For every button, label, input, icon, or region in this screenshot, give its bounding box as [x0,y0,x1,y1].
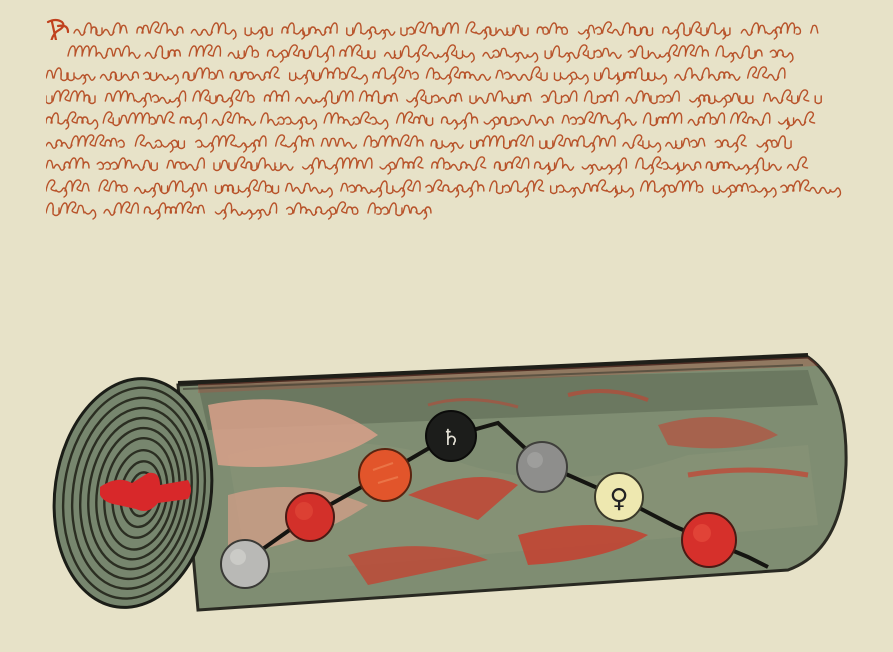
script-line [46,41,846,63]
script-line [46,108,846,130]
black-planet [426,411,476,461]
grey-planet-1 [221,540,269,588]
decorative-capital [48,20,68,40]
log-illustration [48,345,848,615]
manuscript-text [46,18,846,218]
script-line [46,153,846,175]
script-line [46,63,846,85]
script-line [46,198,846,220]
orange-planet [359,449,411,501]
red-planet-1 [286,493,334,541]
script-line [46,86,846,108]
script-line [46,131,846,153]
script-line [46,176,846,198]
red-planet-2 [682,513,736,567]
script-line [46,18,846,40]
grey-planet-2 [517,442,567,492]
venus-symbol: ♀ [609,484,629,514]
yellow-planet [595,473,643,521]
saturn-symbol: ♄ [441,426,461,451]
